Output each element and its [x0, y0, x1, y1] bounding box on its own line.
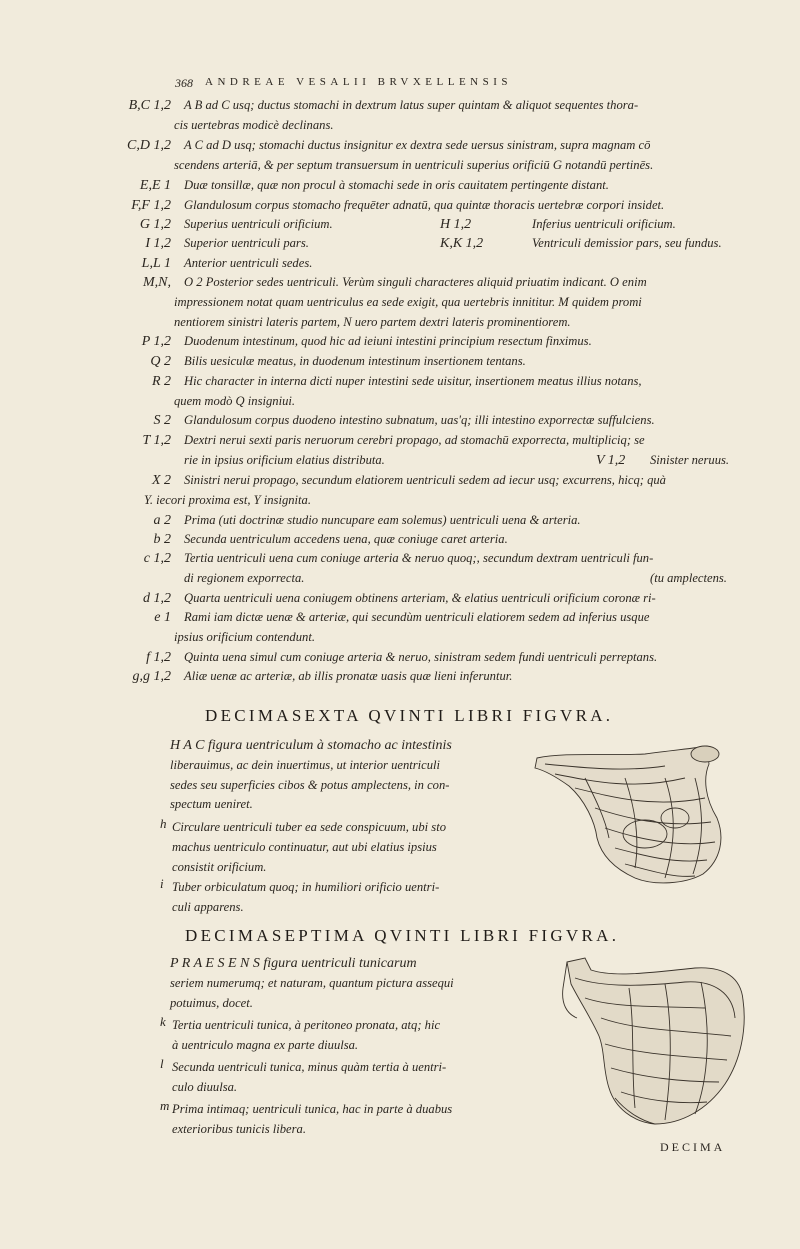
entry-key: C,D 1,2 [127, 138, 171, 153]
entry-key: e 1 [154, 610, 171, 625]
entry-text: Tertia uentriculi uena cum coniuge arteria & neruo quoq;, secundum dextram uentriculi fun- [184, 551, 654, 565]
entry-key: X 2 [151, 473, 171, 488]
text-line: Tertia uentriculi tunica, à peritoneo pronata, atq; hic [172, 1018, 441, 1032]
entry-text: Superior uentriculi pars. [184, 236, 309, 250]
text-line: culi apparens. [172, 899, 244, 914]
item-label: l [160, 1056, 164, 1071]
item-label: h [160, 816, 167, 831]
text-line: culo diuulsa. [172, 1079, 238, 1094]
entry-text: Quinta uena simul cum coniuge arteria & neruo, sinistram sedem fundi uentriculi perreptans. [184, 650, 658, 664]
entry-text: Sinister neruus. [650, 453, 730, 467]
entry-key: b 2 [153, 532, 171, 547]
entry-key: P 1,2 [141, 334, 171, 349]
fig16-item-0 [170, 736, 452, 815]
running-header [175, 76, 685, 90]
text-line: seriem numerumq; et naturam, quantum pictura assequi [170, 975, 454, 990]
text-line: à uentriculo magna ex parte diuulsa. [172, 1037, 359, 1052]
entry-text: O 2 Posterior sedes uentriculi. Verùm singuli characteres aliquid priuatim indicant. O enim [184, 275, 647, 289]
entry-text: impressionem notat quam uentriculus ea sede exigit, qua uertebris innititur. M quidem promi [174, 295, 642, 309]
entry-text: Anterior uentriculi sedes. [184, 256, 313, 270]
entry-text: Superius uentriculi orificium. [184, 217, 333, 231]
stomach-tunics-engraving [555, 948, 750, 1136]
item-label: k [160, 1014, 166, 1029]
text-line: H A C figura uentriculum à stomacho ac intestinis [170, 738, 452, 753]
entry-text: Inferius uentriculi orificium. [532, 217, 676, 231]
text-line: liberauimus, ac dein inuertimus, ut interior uentriculi [170, 757, 441, 772]
entry-text: A B ad C usq; ductus stomachi in dextrum latus super quintam & aliquot sequentes thora- [184, 98, 639, 112]
item-label: m [160, 1098, 170, 1113]
entry-text: Y. iecori proxima est, Y insignita. [144, 493, 311, 507]
entry-text: ipsius orificium contendunt. [174, 630, 315, 644]
entry-key: E,E 1 [139, 178, 171, 193]
entry-key: c 1,2 [143, 551, 171, 566]
figure-17-heading: DECIMASEPTIMA QVINTI LIBRI FIGVRA. [185, 926, 620, 945]
entry-key: M,N, [143, 275, 171, 290]
text-line: spectum ueniret. [170, 797, 253, 812]
entry-text: Dextri nerui sexti paris neruorum cerebri propago, ad stomachū exporrecta, multipliciq; se [184, 433, 645, 447]
entry-text: Bilis uesiculæ meatus, in duodenum intestinum insertionem tentans. [184, 354, 526, 368]
page-number: 368 [175, 76, 193, 90]
entry-text: scendens arteriā, & per septum transuersum in uentriculi superius orificiū G notandū pertinēs. [174, 158, 654, 172]
entry-key: a 2 [153, 513, 171, 528]
text-line: exterioribus tunicis libera. [172, 1121, 306, 1136]
entry-text: Secunda uentriculum accedens uena, quæ coniuge caret arteria. [184, 532, 508, 546]
entry-text: rie in ipsius orificium elatius distributa. [184, 453, 385, 467]
entry-text: Prima (uti doctrinæ studio nuncupare eam solemus) uentriculi uena & arteria. [184, 513, 581, 527]
text-line: Tuber orbiculatum quoq; in humiliori orificio uentri- [172, 880, 440, 894]
entry-key: S 2 [153, 413, 171, 428]
figure-16-heading: DECIMASEXTA QVINTI LIBRI FIGVRA. [205, 706, 614, 725]
entry-key: g,g 1,2 [132, 669, 171, 684]
text-line: sedes seu superficies cibos & potus amplectens, in con- [170, 777, 450, 792]
text-line: Circulare uentriculi tuber ea sede conspicuum, ubi sto [172, 820, 446, 834]
entry-text: Duodenum intestinum, quod hic ad ieiuni intestini principium resectum finximus. [184, 334, 592, 348]
stomach-inverted-engraving [525, 738, 735, 888]
entry-text: Glandulosum corpus duodeno intestino subnatum, uas'q; illi intestino exporrectæ suffulciens. [184, 413, 655, 427]
entry-key: H 1,2 [440, 217, 472, 232]
entry-text: Sinistri nerui propago, secundum elatiorem uentriculi sedem ad iecur usq; excurrens, hicq; quà [184, 473, 666, 487]
catchword: DECIMA [660, 1140, 726, 1154]
entry-text: di regionem exporrecta. [184, 571, 305, 585]
entry-text: cis uertebras modicè declinans. [174, 118, 334, 132]
entry-text: Hic character in interna dicti nuper intestini sede uisitur, insertionem meatus illius notans, [184, 374, 642, 388]
entry-key: B,C 1,2 [128, 98, 171, 113]
entry-key: d 1,2 [143, 591, 171, 606]
text-line: Prima intimaq; uentriculi tunica, hac in parte à duabus [172, 1102, 453, 1116]
text-line: potuimus, docet. [170, 995, 253, 1010]
running-title: ANDREAE VESALII BRVXELLENSIS [205, 76, 513, 88]
entry-key: I 1,2 [145, 236, 171, 251]
entry-text: A C ad D usq; stomachi ductus insignitur ex dextra sede uersus sinistram, supra magnam cō [184, 138, 651, 152]
entry-key: G 1,2 [139, 217, 171, 232]
text-line: machus uentriculo continuatur, aut ubi elatius ipsius [172, 839, 437, 854]
text-line: consistit orificium. [172, 859, 267, 874]
text-line: Secunda uentriculi tunica, minus quàm tertia à uentri- [172, 1060, 447, 1074]
entry-text: Quarta uentriculi uena coniugem obtinens arteriam, & elatius uentriculi orificium coronæ ri- [184, 591, 656, 605]
entry-text: Aliæ uenæ ac arteriæ, ab illis pronatæ uasis quæ lieni inferuntur. [184, 669, 513, 683]
entry-text: quem modò Q insigniui. [174, 394, 296, 408]
entry-key: K,K 1,2 [440, 236, 484, 251]
entry-key: L,L 1 [141, 256, 171, 271]
entry-key: f 1,2 [146, 650, 171, 665]
item-label: i [160, 876, 164, 891]
fig17-item-0 [170, 954, 454, 1013]
text-line: P R A E S E N S figura uentriculi tunicarum [170, 956, 417, 971]
entry-key: T 1,2 [142, 433, 171, 448]
entry-key: F,F 1,2 [131, 198, 171, 213]
entry-text: Ventriculi demissior pars, seu fundus. [532, 236, 722, 250]
entry-key: R 2 [151, 374, 171, 389]
entry-key: Q 2 [150, 354, 171, 369]
entry-text: Rami iam dictæ uenæ & arteriæ, qui secundùm uentriculi elatiorem sedem ad inferius usque [184, 610, 650, 624]
entry-text: (tu amplectens. [650, 571, 727, 585]
entry-text: Duæ tonsillæ, quæ non procul à stomachi sede in oris cauitatem pertingente distant. [184, 178, 609, 192]
entry-key: V 1,2 [596, 453, 626, 468]
entry-text: Glandulosum corpus stomacho frequēter adnatū, qua quintæ thoracis uertebræ corpori insidet. [184, 198, 665, 212]
entry-text: nentiorem sinistri lateris partem, N uero partem dextri lateris prominentiorem. [174, 315, 571, 329]
